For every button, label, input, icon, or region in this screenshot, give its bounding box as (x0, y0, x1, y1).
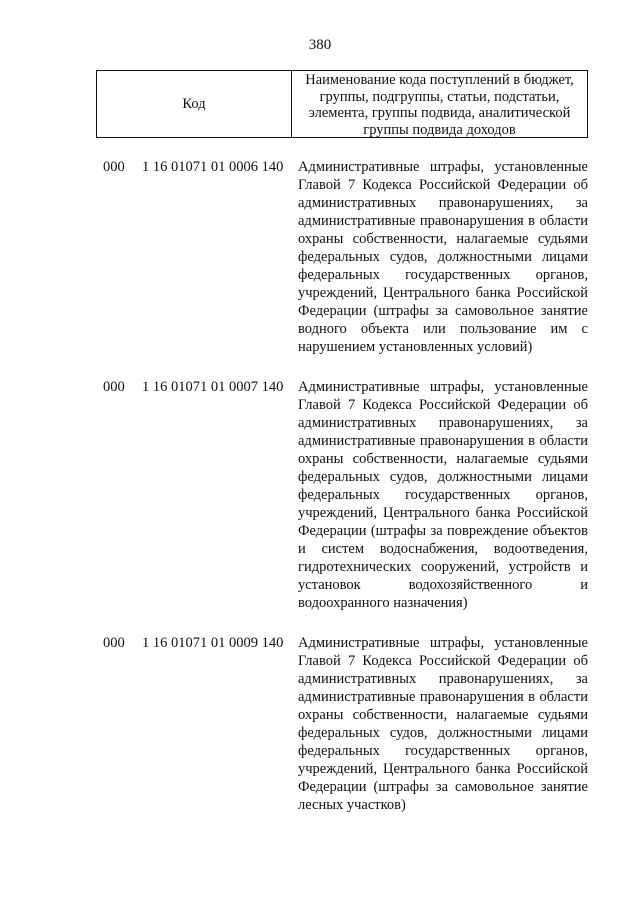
admin-code: 000 (103, 635, 125, 651)
description-line: гидротехнических сооружений, устройств и (298, 559, 588, 575)
description-line: учреждений, Центрального банка Российской (298, 285, 588, 301)
description-line: установок водохозяйственного и (298, 577, 588, 593)
description-line: охраны собственности, налагаемые судьями (298, 451, 588, 467)
description-line: Федерации (штрафы за повреждение объектов (298, 523, 588, 539)
description-line: Главой 7 Кодекса Российской Федерации об (298, 653, 588, 669)
description-line: Федерации (штрафы за самовольное занятие (298, 779, 588, 795)
header-code-column: Код (97, 71, 292, 137)
income-description (298, 634, 588, 814)
description-line: федеральных государственных органов, (298, 267, 588, 283)
description-line: федеральных государственных органов, (298, 487, 588, 503)
income-description (298, 158, 588, 356)
header-name-line: Наименование кода поступлений в бюджет, (305, 72, 574, 88)
description-line: административных правонарушениях, за (298, 195, 588, 211)
description-line: Главой 7 Кодекса Российской Федерации об (298, 177, 588, 193)
description-line: нарушением установленных условий) (298, 339, 533, 355)
admin-code: 000 (103, 159, 125, 175)
income-code: 1 16 01071 01 0006 140 (142, 159, 284, 175)
admin-code: 000 (103, 379, 125, 395)
description-line: Федерации (штрафы за самовольное занятие (298, 303, 588, 319)
description-line: административные правонарушения в области (298, 213, 588, 229)
description-line: административных правонарушениях, за (298, 415, 588, 431)
description-line: водоохранного назначения) (298, 595, 468, 611)
description-line: федеральных судов, должностными лицами (298, 469, 588, 485)
table-header (96, 70, 588, 138)
description-line: охраны собственности, налагаемые судьями (298, 707, 588, 723)
page-number: 380 (308, 37, 332, 53)
description-line: административные правонарушения в области (298, 689, 588, 705)
description-line: учреждений, Центрального банка Российской (298, 505, 588, 521)
header-name-line: элемента, группы подвида, аналитической (308, 105, 571, 121)
description-line: Административные штрафы, установленные (298, 635, 588, 651)
income-description (298, 378, 588, 612)
description-line: и систем водоснабжения, водоотведения, (298, 541, 588, 557)
income-code: 1 16 01071 01 0009 140 (142, 635, 284, 651)
header-name-line: группы, подгруппы, статьи, подстатьи, (319, 88, 560, 105)
description-line: федеральных государственных органов, (298, 743, 588, 759)
description-line: административных правонарушениях, за (298, 671, 588, 687)
description-line: Главой 7 Кодекса Российской Федерации об (298, 397, 588, 413)
description-line: Административные штрафы, установленные (298, 379, 588, 395)
table-row (0, 378, 640, 612)
income-code-list (0, 158, 640, 836)
header-name-column (292, 71, 587, 137)
description-line: учреждений, Центрального банка Российской (298, 761, 588, 777)
description-line: федеральных судов, должностными лицами (298, 249, 588, 265)
description-line: федеральных судов, должностными лицами (298, 725, 588, 741)
description-line: охраны собственности, налагаемые судьями (298, 231, 588, 247)
description-line: Административные штрафы, установленные (298, 159, 588, 175)
description-line: лесных участков) (298, 797, 406, 813)
description-line: административные правонарушения в области (298, 433, 588, 449)
table-row (0, 158, 640, 356)
income-code: 1 16 01071 01 0007 140 (142, 379, 284, 395)
table-row (0, 634, 640, 814)
header-name-line: группы подвида доходов (363, 121, 516, 138)
description-line: водного объекта или пользование им с (298, 321, 588, 337)
